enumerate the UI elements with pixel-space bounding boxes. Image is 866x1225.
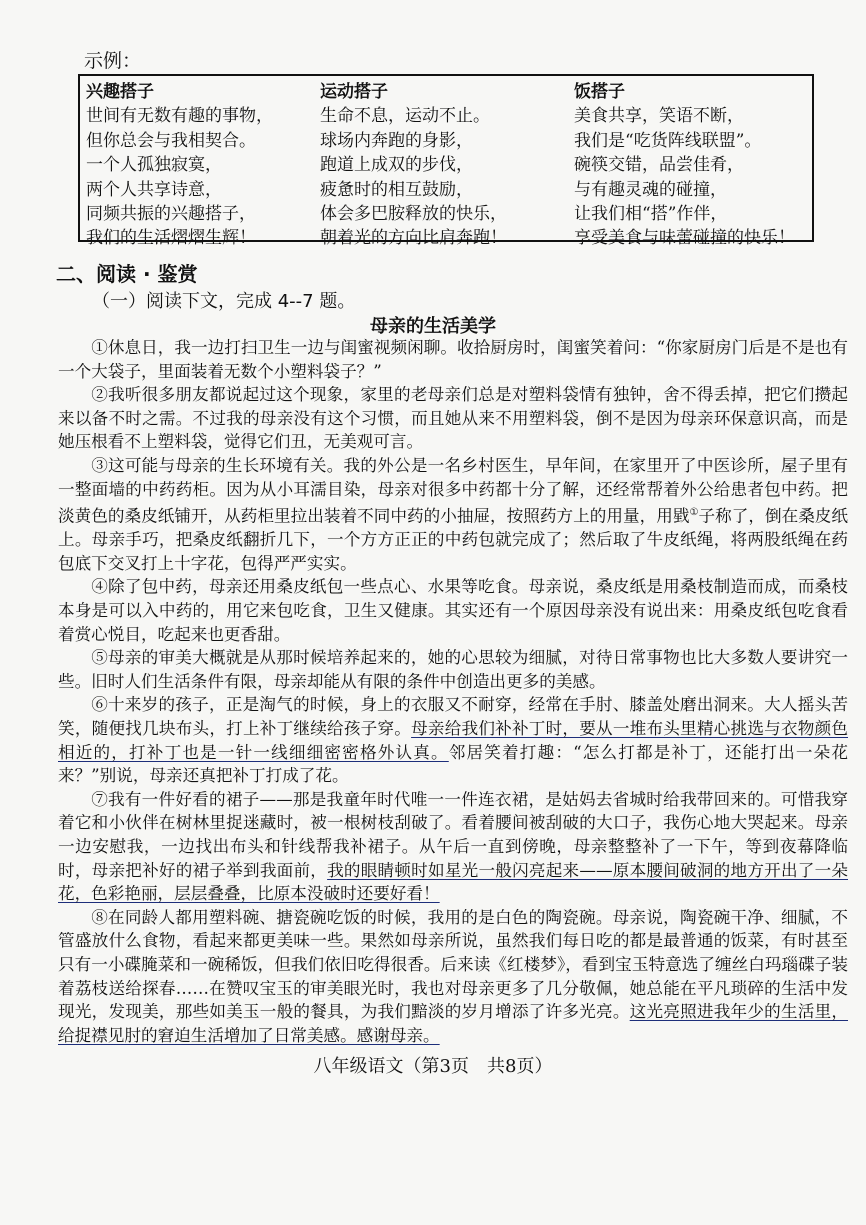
paragraph-2: ②我听很多朋友都说起过这个现象，家里的老母亲们总是对塑料袋情有独钟，舍不得丢掉，把它们攒起来以备不时之需。不过我的母亲没有这个习惯，而且她从来不用塑料袋，倒不是因为母亲环保意识高，而是她压根看不上塑料袋，觉得它们丑，无美观可言。 (58, 385, 848, 452)
column-line: 碗筷交错，品尝佳肴， (574, 155, 744, 176)
underlined-sentence: 这光亮照进我年少的生活里，给捉襟见肘的窘迫生活增加了日常美感。感谢母亲。 (58, 1002, 849, 1045)
column-line: 疲惫时的相互鼓励， (320, 179, 473, 200)
column-line: 但你总会与我相契合。 (86, 130, 256, 151)
column-line: 朝着光的方向比肩奔跑！ (320, 228, 507, 249)
paragraph-text: 子称了，倒在桑皮纸上。母亲手巧，把桑皮纸翻折几下，一个方方正正的中药包就完成了；然后取了牛皮纸绳，将两股纸绳在药包底下交叉打上十字花，包得严严实实。 (58, 506, 849, 573)
paragraph-1: ①休息日，我一边打扫卫生一边与闺蜜视频闲聊。收拾厨房时，闺蜜笑着问：“你家厨房门后是不是也有一个大袋子，里面装着无数个小塑料袋子？” (58, 338, 848, 381)
column-line: 与有趣灵魂的碰撞， (574, 179, 727, 200)
column-title: 饭搭子 (574, 82, 625, 102)
page-footer: 八年级语文（第3页 共8页） (313, 1056, 553, 1077)
underlined-sentence: 我的眼睛顿时如星光一般闪亮起来——原本腰间破洞的地方开出了一朵花，色彩艳丽，层层叠叠，比原本没破时还要好看！ (58, 860, 849, 904)
column-line: 生命不息，运动不止。 (320, 106, 490, 127)
footnote-marker: ① (689, 507, 699, 519)
paragraph-text: ⑦我有一件好看的裙子——那是我童年时代唯一一件连衣裙，是姑妈去省城时给我带回来的。可惜我穿着它和小伙伴在树林里捉迷藏时，被一根树枝刮破了。看着腰间被刮破的大口子，我伤心地大哭起来。母亲一边安慰我，一边找出布头和针线帮我补裙子。从午后一直到傍晚，母亲整整补了一下午，等到夜幕降临时，母亲把补好的裙子举到我面前， (58, 789, 848, 880)
paragraph-6 (58, 693, 848, 787)
paragraph-7 (58, 788, 848, 906)
paragraph-text: ⑧在同龄人都用塑料碗、搪瓷碗吃饭的时候，我用的是白色的陶瓷碗。母亲说，陶瓷碗干净、细腻，不管盛放什么食物，看起来都更美味一些。果然如母亲所说，虽然我们每日吃的都是最普通的饭菜，有时甚至只有一小碟腌菜和一碗稀饭，但我们依旧吃得很香。后来读《红楼梦》，看到宝玉特意选了缠丝白玛瑙碟子装着荔枝送给探春……在赞叹宝玉的审美眼光时，我也对母亲更多了几分敬佩，她总能在平凡琐碎的生活中发现光，发现美，那些如美玉一般的餐具，为我们黯淡的岁月增添了许多光亮。 (58, 907, 848, 1022)
column-line: 球场内奔跑的身影， (320, 130, 473, 151)
column-line: 一个人孤独寂寞， (86, 155, 222, 176)
paragraph-text: ③这可能与母亲的生长环境有关。我的外公是一名乡村医生，早年间，在家里开了中医诊所，屋子里有一整面墙的中药药柜。因为从小耳濡目染，母亲对很多中药都十分了解，还经常帮着外公给患者包中药。把淡黄色的桑皮纸铺开，从药柜里拉出装着不同中药的小抽屉，按照药方上的用量，用戥 (58, 455, 848, 526)
example-label: 示例： (84, 50, 142, 72)
article-title: 母亲的生活美学 (370, 316, 496, 337)
column-line: 我们是“吃货阵线联盟”。 (574, 130, 762, 151)
paragraph-8 (58, 906, 848, 1048)
example-table (78, 74, 814, 249)
article-body (58, 336, 848, 1047)
section-heading: 二、阅读 · 鉴赏 (56, 262, 198, 286)
column-line: 两个人共享诗意， (86, 179, 222, 200)
column-title: 运动搭子 (320, 82, 388, 102)
column-line: 我们的生活熠熠生辉！ (86, 228, 256, 249)
example-column-meal (574, 80, 814, 251)
column-line: 让我们相“搭”作伴， (574, 204, 728, 225)
example-column-sport (320, 80, 566, 251)
example-column-interest (86, 80, 316, 251)
column-line: 体会多巴胺释放的快乐， (320, 204, 507, 225)
question-instruction: （一）阅读下文，完成 4--7 题。 (92, 291, 356, 312)
column-line: 世间有无数有趣的事物， (86, 106, 273, 127)
paragraph-text: 邻居笑着打趣：“怎么打都是补丁，还能打出一朵花来？”别说，母亲还真把补丁打成了花。 (58, 742, 849, 786)
column-line: 享受美食与味蕾碰撞的快乐！ (574, 228, 795, 249)
column-line: 美食共享，笑语不断， (574, 106, 744, 127)
underlined-sentence: 母亲给我们补补丁时，要从一堆布头里精心挑选与衣物颜色相近的，打补丁也是一针一线细细密密格外认真。 (58, 719, 848, 762)
column-line: 跑道上成双的步伐， (320, 155, 473, 176)
column-line: 同频共振的兴趣搭子， (86, 204, 256, 225)
paragraph-4: ④除了包中药，母亲还用桑皮纸包一些点心、水果等吃食。母亲说，桑皮纸是用桑枝制造而成，而桑枝本身是可以入中药的，用它来包吃食，卫生又健康。其实还有一个原因母亲没有说出来：用桑皮纸包吃食看着赏心悦目，吃起来也更香甜。 (58, 577, 848, 644)
paragraph-5: ⑤母亲的审美大概就是从那时候培养起来的，她的心思较为细腻，对待日常事物也比大多数人要讲究一些。旧时人们生活条件有限，母亲却能从有限的条件中创造出更多的美感。 (58, 648, 848, 691)
column-title: 兴趣搭子 (86, 82, 154, 102)
paragraph-text: ⑥十来岁的孩子，正是淘气的时候，身上的衣服又不耐穿，经常在手肘、膝盖处磨出洞来。大人摇头苦笑，随便找几块布头，打上补丁继续给孩子穿。 (58, 695, 848, 739)
paragraph-3 (58, 454, 848, 576)
